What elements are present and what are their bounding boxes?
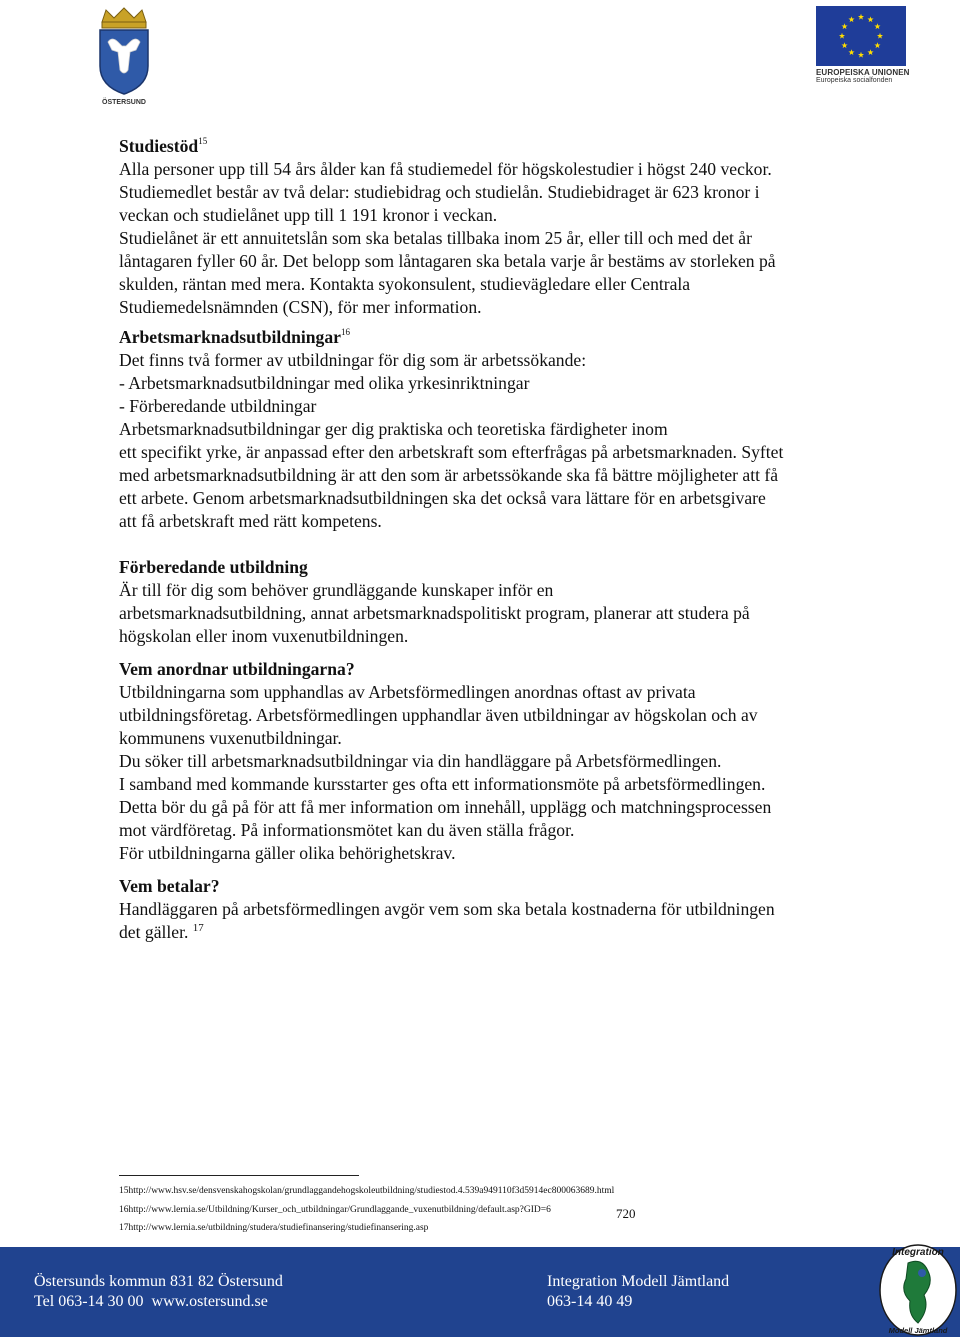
paragraph-line: Det finns två former av utbildningar för dig som är arbetssökande: [119, 350, 587, 370]
footer-address: Östersunds kommun 831 82 Östersund [34, 1273, 283, 1290]
badge-top-text: Integration [892, 1247, 944, 1258]
paragraph-line: Är till för dig som behöver grundläggande kunskaper inför en [119, 580, 554, 600]
page-number: 720 [616, 1206, 636, 1221]
footnote-ref-16[interactable]: 16 [340, 327, 350, 337]
paragraph-line: För utbildningarna gäller olika behörighetskrav. [119, 843, 456, 863]
heading-forberedande-utbildning: Förberedande utbildning [119, 557, 308, 577]
badge-bottom-text: Modell Jämtland [888, 1326, 948, 1335]
paragraph-line: högskolan eller inom vuxenutbildningen. [119, 626, 409, 646]
esf-caption: Europeiska socialfonden [816, 77, 893, 84]
paragraph-line: kommunens vuxenutbildningar. [119, 728, 342, 748]
paragraph-line: Detta bör du gå på för att få mer information om innehåll, upplägg och matchningsprocessen [119, 797, 772, 817]
paragraph-line: Arbetsmarknadsutbildningar ger dig praktiska och teoretiska färdigheter inom [119, 419, 668, 439]
footnote-ref-15[interactable]: 15 [198, 136, 208, 146]
paragraph-line: Du söker till arbetsmarknadsutbildningar via din handläggare på Arbetsförmedlingen. [119, 751, 722, 771]
ostersund-coat-of-arms-logo [94, 6, 154, 106]
paragraph-line: Handläggaren på arbetsförmedlingen avgör vem som ska betala kostnaderna för utbildningen [119, 899, 775, 919]
paragraph-line: arbetsmarknadsutbildning, annat arbetsmarknadspolitiskt program, planerar att studera på [119, 603, 750, 623]
footnote-16[interactable]: 16http://www.lernia.se/Utbildning/Kurser_och_utbildningar/Grundlaggande_vuxenutbildning/default.asp?GID=6 [119, 1205, 551, 1215]
paragraph-line: skulden, räntan med mera. Kontakta syokonsulent, studievägledare eller Centrala [119, 274, 691, 294]
list-item: - Arbetsmarknadsutbildningar med olika yrkesinriktningar [119, 373, 530, 393]
eu-caption: EUROPEISKA UNIONEN [816, 68, 910, 77]
footnote-ref-17[interactable]: 17 [192, 922, 204, 934]
paragraph-line: utbildningsföretag. Arbetsförmedlingen upphandlar även utbildningar av högskolan och av [119, 705, 758, 725]
heading-studiestod: Studiestöd$^{15}$ [119, 136, 208, 156]
paragraph-line: mot värdföretag. På informationsmötet kan du även ställa frågor. [119, 820, 575, 840]
paragraph-line: att få arbetskraft med rätt kompetens. [119, 511, 382, 531]
paragraph-line: Utbildningarna som upphandlas av Arbetsförmedlingen anordnas oftast av privata [119, 682, 696, 702]
paragraph-line: Studiemedelsnämnden (CSN), för mer information. [119, 297, 482, 317]
paragraph-line: Studielånet är ett annuitetslån som ska betalas tillbaka inom 25 år, eller till och med det år [119, 228, 752, 248]
paragraph-line: ett arbete. Genom arbetsmarknadsutbildningen ska det också vara lättare för en arbetsgivare [119, 488, 766, 508]
eu-flag-logo [814, 6, 910, 68]
paragraph-line: det gäller. $^{17}$ [119, 922, 204, 942]
ostersund-logo-caption: ÖSTERSUND [102, 99, 146, 106]
main-content [119, 135, 889, 944]
list-item: - Förberedande utbildningar [119, 396, 317, 416]
footnote-17[interactable]: 17http://www.lernia.se/utbildning/studera/studiefinansering/studiefinansering.asp [119, 1223, 429, 1233]
integration-modell-jamtland-logo [878, 1243, 958, 1337]
heading-vem-anordnar: Vem anordnar utbildningarna? [119, 659, 355, 679]
footnote-separator [119, 1175, 359, 1176]
page-footer [0, 1247, 960, 1337]
paragraph-line: Alla personer upp till 54 års ålder kan få studiemedel för högskolestudier i högst 240 veckor. [119, 159, 772, 179]
heading-arbetsmarknadsutbildningar: Arbetsmarknadsutbildningar$^{16}$ [119, 327, 350, 347]
paragraph-line: ett specifikt yrke, är anpassad efter den arbetskraft som efterfrågas på arbetsmarknaden. Syftet [119, 442, 784, 462]
paragraph-line: låntagaren fyller 60 år. Det belopp som låntagaren ska betala varje år bestäms av storleken på [119, 251, 776, 271]
footer-org-name: Integration Modell Jämtland [547, 1273, 730, 1290]
footer-org-phone: 063-14 40 49 [547, 1293, 633, 1310]
heading-vem-betalar: Vem betalar? [119, 876, 220, 896]
footnote-15[interactable]: 15http://www.hsv.se/densvenskahogskolan/grundlaggandehogskoleutbildning/studiestod.4.539a949110f3d5914ec800063689.html [119, 1186, 615, 1196]
footer-contact[interactable]: Tel 063-14 30 00 www.ostersund.se [34, 1293, 268, 1310]
paragraph-line: Studiemedlet består av två delar: studiebidrag och studielån. Studiebidraget är 623 kronor i [119, 182, 760, 202]
paragraph-line: I samband med kommande kursstarter ges ofta ett informationsmöte på arbetsförmedlingen. [119, 774, 766, 794]
paragraph-line: med arbetsmarknadsutbildning är att den som är arbetssökande ska få bättre möjligheter att få [119, 465, 779, 485]
paragraph-line: veckan och studielånet upp till 1 191 kronor i veckan. [119, 205, 498, 225]
